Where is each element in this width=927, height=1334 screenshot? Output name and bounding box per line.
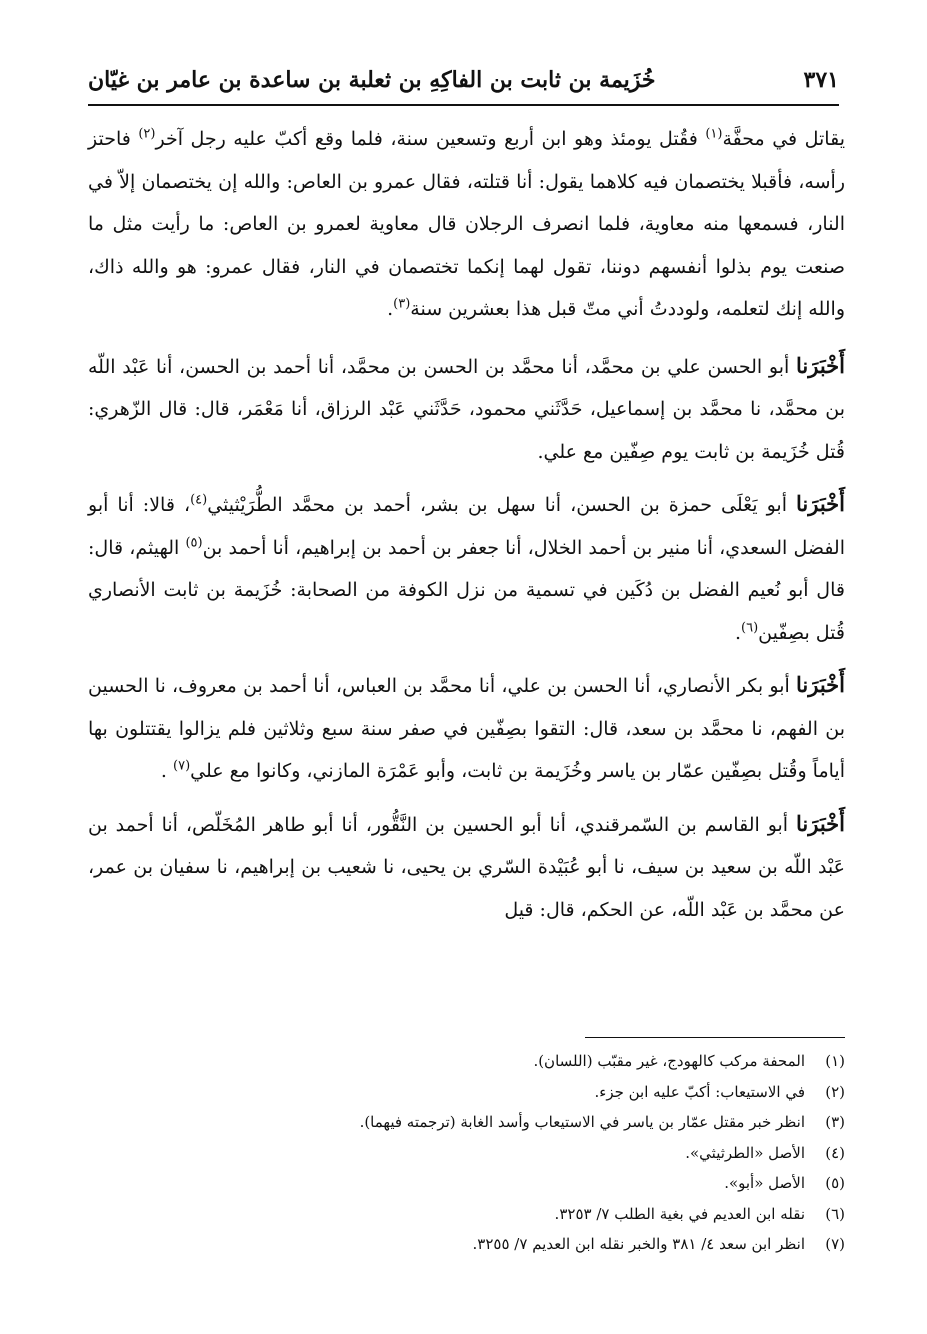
footnote-text: انظر ابن سعد ٤/ ٣٨١ والخبر نقله ابن العديم ٧/ ٣٢٥٥.: [472, 1235, 805, 1253]
footnote-item: [88, 1046, 845, 1077]
paragraph-text: يقاتل في محفَّة: [722, 128, 845, 150]
footnote-number: (٦): [825, 1204, 845, 1223]
paragraph-5: [88, 803, 845, 932]
lead-word: أَخْبَرَنا: [796, 352, 845, 378]
footnote-number: (٢): [825, 1082, 845, 1101]
main-text: [88, 118, 845, 941]
footnote-text: انظر خبر مقتل عمّار بن ياسر في الاستيعاب وأسد الغابة (ترجمته فيهما).: [359, 1113, 805, 1131]
footnotes-list: [88, 1046, 845, 1260]
paragraph-text: .: [387, 298, 394, 320]
paragraph-text: .: [734, 621, 742, 644]
paragraph-3: [88, 483, 845, 654]
paragraph-text: الهيثم، قال: قال أبو نُعيم الفضل بن دُكَين في تسمية من نزل الكوفة من الصحابة: خُزَيمة بن ثابت الأنصاري قُتل بصِفّين: [88, 536, 845, 644]
paragraph-text: أبو بكر الأنصاري، أنا الحسن بن علي، أنا محمَّد بن العباس، أنا أحمد بن معروف، نا الحسين بن الفهم، نا محمَّد بن سعد، قال: التقوا بصِفّين في صفر سنة سبع وثلاثين فلم يزالوا يقتتلون بها أياماً وقُتل بصِفّين عمّار بن ياسر وخُزَيمة بن ثابت، وأبو عَمْرَة المازني، وكانوا مع علي: [88, 675, 845, 782]
page-header: [88, 58, 839, 102]
footnote-ref-7: (٧): [173, 758, 191, 774]
paragraph-text: .: [160, 760, 173, 782]
footnote-item: [88, 1138, 845, 1169]
lead-word: أَخْبَرَنا: [796, 491, 845, 516]
footnote-number: (٤): [825, 1143, 845, 1162]
footnote-text: الأصل «أبو».: [724, 1174, 805, 1192]
footnote-ref-3: (٣): [393, 296, 411, 312]
paragraph-2: [88, 345, 845, 474]
footnote-number: (١): [825, 1052, 845, 1070]
footnote-item: [88, 1168, 845, 1199]
paragraph-text: أبو الحسن علي بن محمَّد، أنا محمَّد بن الحسن بن محمَّد، أنا أحمد بن الحسن، أنا عَبْد اللّه بن محمَّد، نا محمَّد بن إسماعيل، حَدَّثَني محمود، حَدَّثَني عَبْد الرزاق، أنا مَعْمَر، قال: قال الزّهري: قُتل خُزَيمة بن ثابت يوم صِفّين مع علي.: [88, 355, 845, 463]
page-number: ٣٧١: [803, 67, 839, 93]
paragraph-text: أبو يَعْلَى حمزة بن الحسن، أنا سهل بن بشر، أحمد بن محمَّد الطُّرَيْثيثي: [207, 494, 797, 516]
footnote-ref-2: (٢): [138, 126, 156, 142]
footnote-text: نقله ابن العديم في بغية الطلب ٧/ ٣٢٥٣.: [554, 1204, 805, 1223]
footnote-item: [88, 1107, 845, 1138]
footnote-ref-1: (١): [705, 126, 723, 142]
paragraph-text: فاحتز رأسه، فأقبلا يختصمان فيه كلاهما يقول: أنا قتلته، فقال عمرو بن العاص: والله إن يختصمان إلاّ في النار، فسمعها منه معاوية، فلما انصرف الرجلان قال معاوية لعمرو بن العاص: ما رأيت مثل ما صنعت يوم بذلوا أنفسهم دوننا، تقول لهما إنكما تختصمان في النار، فقال عمرو: هو والله ذاك، والله إنك لتعلمه، ولوددتُ أني متّ قبل هذا بعشرين سنة: [88, 128, 845, 320]
paragraph-text: فقُتل يومئذ وهو ابن أربع وتسعين سنة، فلما وقع أكبّ عليه رجل آخر: [155, 128, 706, 150]
footnote-ref-4: (٤): [190, 492, 208, 508]
paragraph-text: أبو القاسم بن السّمرقندي، أنا أبو الحسين بن النَّقُّور، أنا أبو طاهر المُخَلّص، أنا أحمد بن عَبْد اللّه بن سعيد بن سيف، نا أبو عُبَيْدة السّري بن يحيى، نا شعيب بن إبراهيم، نا سفيان بن عمر، عن محمَّد بن عَبْد اللّه، عن الحكم، قال: قيل: [88, 813, 845, 921]
paragraph-4: [88, 664, 845, 793]
footnote-ref-5: (٥): [185, 535, 203, 551]
paragraph-text: ، قالا: أنا أبو الفضل السعدي، أنا منير بن أحمد الخلال، أنا جعفر بن أحمد بن إبراهيم، أنا أحمد بن: [88, 494, 845, 559]
footnote-text: في الاستيعاب: أكبّ عليه ابن جزء.: [594, 1082, 805, 1101]
footnote-rule: [585, 1037, 845, 1038]
footnote-text: الأصل «الطرثيثي».: [685, 1143, 805, 1162]
lead-word: أَخْبَرَنا: [796, 810, 845, 836]
footnote-text: المحفة مركب كالهودج، غير مقبّب (اللسان).: [533, 1052, 805, 1070]
header-rule: [88, 104, 839, 106]
footnote-item: [88, 1077, 845, 1108]
footnote-item: [88, 1199, 845, 1230]
footnote-number: (٧): [825, 1235, 845, 1253]
footnote-number: (٣): [825, 1113, 845, 1131]
running-title: خُزَيمة بن ثابت بن الفاكِهِ بن ثعلبة بن ساعدة بن عامر بن غيّان: [88, 67, 656, 93]
lead-word: أَخْبَرَنا: [796, 672, 845, 697]
footnote-number: (٥): [825, 1174, 845, 1192]
paragraph-1: [88, 118, 845, 331]
footnote-item: [88, 1229, 845, 1260]
footnote-ref-6: (٦): [741, 620, 759, 636]
